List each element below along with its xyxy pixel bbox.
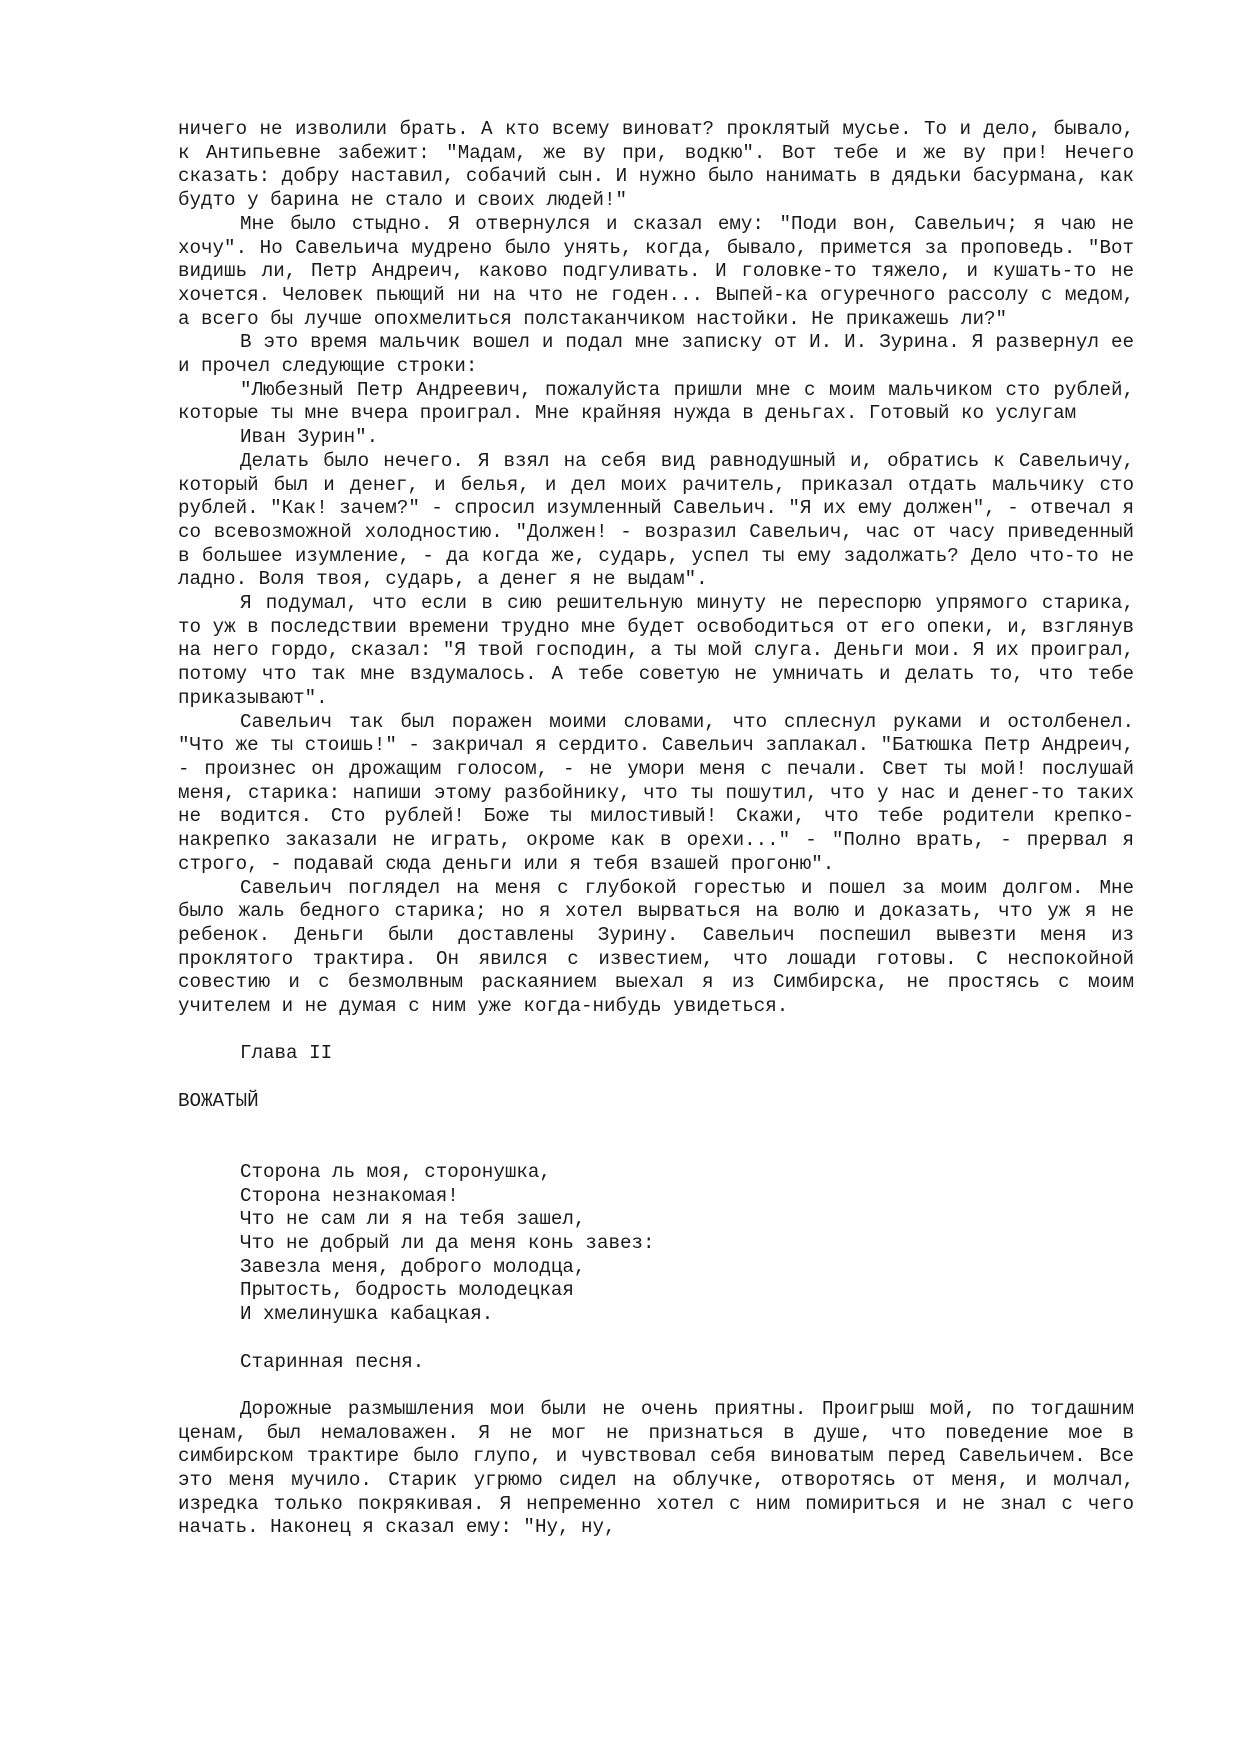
spacer xyxy=(178,1066,1134,1090)
epigraph-line: Что не добрый ли да меня конь завез: xyxy=(240,1232,655,1254)
document-text xyxy=(178,118,1134,1540)
note-signature: Иван Зурин". xyxy=(240,426,379,449)
epigraph-line: Прытость, бодрость молодецкая xyxy=(240,1279,574,1302)
paragraph: Савельич так был поражен моими словами, что сплеснул руками и остолбенел. "Что же ты стоишь!" - закричал я сердито. Савельич заплакал. "Батюшка Петр Андреич, - произнес он дрожащим голосом, - не умори меня с печали. Свет ты мой! послушай меня, старика: напиши этому разбойнику, что ты пошутил, что у нас и денег-то таких не водится. Сто рублей! Боже ты милостивый! Скажи, что тебе родители крепко-накрепко заказали не играть, окроме как в орехи..." - "Полно врать, - прервал я строго, - подавай сюда деньги или я тебя взашей прогоню". xyxy=(178,710,1134,875)
spacer xyxy=(178,1019,1134,1043)
chapter-title: ВОЖАТЫЙ xyxy=(178,1089,259,1112)
note-body: "Любезный Петр Андреевич, пожалуйста пришли мне с моим мальчиком сто рублей, которые ты мне вчера проиграл. Мне крайняя нужда в деньгах. Готовый ко услугам xyxy=(178,378,1134,425)
epigraph-line: Что не сам ли я на тебя зашел, xyxy=(240,1208,586,1231)
spacer xyxy=(178,1327,1134,1351)
paragraph: Мне было стыдно. Я отвернулся и сказал ему: "Поди вон, Савельич; я чаю не хочу". Но Савельича мудрено было унять, когда, бывало, примется за проповедь. "Вот видишь ли, Петр Андреич, каково подгуливать. И головке-то тяжело, и кушать-то не хочется. Человек пьющий ни на что не годен... Выпей-ка огуречного рассолу с медом, а всего бы лучше опохмелиться полстаканчиком настойки. Не прикажешь ли?" xyxy=(178,212,1134,330)
epigraph-source: Старинная песня. xyxy=(240,1350,425,1373)
epigraph-line: И хмелинушка кабацкая. xyxy=(240,1303,494,1326)
chapter-heading: Глава II xyxy=(240,1042,333,1065)
paragraph: Делать было нечего. Я взял на себя вид равнодушный и, обратись к Савельичу, который был и денег, и белья, и дел моих рачитель, приказал отдать мальчику сто рублей. "Как! зачем?" - спросил изумленный Савельич. "Я их ему должен", - отвечал я со всевозможной холодностию. "Должен! - возразил Савельич, час от часу приведенный в большее изумление, - да когда же, сударь, успел ты ему задолжать? Дело что-то не ладно. Воля твоя, сударь, а денег я не выдам". xyxy=(178,449,1134,591)
paragraph: Дорожные размышления мои были не очень приятны. Проигрыш мой, по тогдашним ценам, был немаловажен. Я не мог не признаться в душе, что поведение мое в симбирском трактире было глупо, и чувствовал себя виноватым перед Савельичем. Все это меня мучило. Старик угрюмо сидел на облучке, отворотясь от меня, и молчал, изредка только покрякивая. Я непременно хотел с ним помириться и не знал с чего начать. Наконец я сказал ему: "Ну, ну, xyxy=(178,1397,1134,1539)
epigraph-line: Завезла меня, доброго молодца, xyxy=(240,1255,586,1278)
epigraph xyxy=(178,1161,1134,1327)
paragraph: Я подумал, что если в сию решительную минуту не переспорю упрямого старика, то уж в последствии времени трудно мне будет освободиться от его опеки, и, взглянув на него гордо, сказал: "Я твой господин, а ты мой слуга. Деньги мои. Я их проиграл, потому что так мне вздумалось. А тебе советую не умничать и делать то, что тебе приказывают". xyxy=(178,592,1134,709)
spacer xyxy=(178,1374,1134,1398)
paragraph: Савельич поглядел на меня с глубокой горестью и пошел за моим долгом. Мне было жаль бедного старика; но я хотел вырваться на волю и доказать, что уж я не ребенок. Деньги были доставлены Зурину. Савельич поспешил вывезти меня из проклятого трактира. Он явился с известием, что лошади готовы. С неспокойной совестию и с безмолвным раскаянием выехал я из Симбирска, не простясь с моим учителем и не думая с ним уже когда-нибудь увидеться. xyxy=(178,876,1134,1018)
epigraph-line: Сторона незнакомая! xyxy=(240,1184,459,1207)
paragraph: В это время мальчик вошел и подал мне записку от И. И. Зурина. Я развернул ее и прочел следующие строки: xyxy=(178,331,1134,378)
spacer xyxy=(178,1114,1134,1161)
paragraph: ничего не изволили брать. А кто всему виноват? проклятый мусье. То и дело, бывало, к Антипьевне забежит: "Мадам, же ву при, водкю". Вот тебе и же ву при! Нечего сказать: добру наставил, собачий сын. И нужно было нанимать в дядьки басурмана, как будто у барина не стало и своих людей!" xyxy=(178,118,1134,212)
epigraph-line: Сторона ль моя, сторонушка, xyxy=(240,1160,551,1183)
